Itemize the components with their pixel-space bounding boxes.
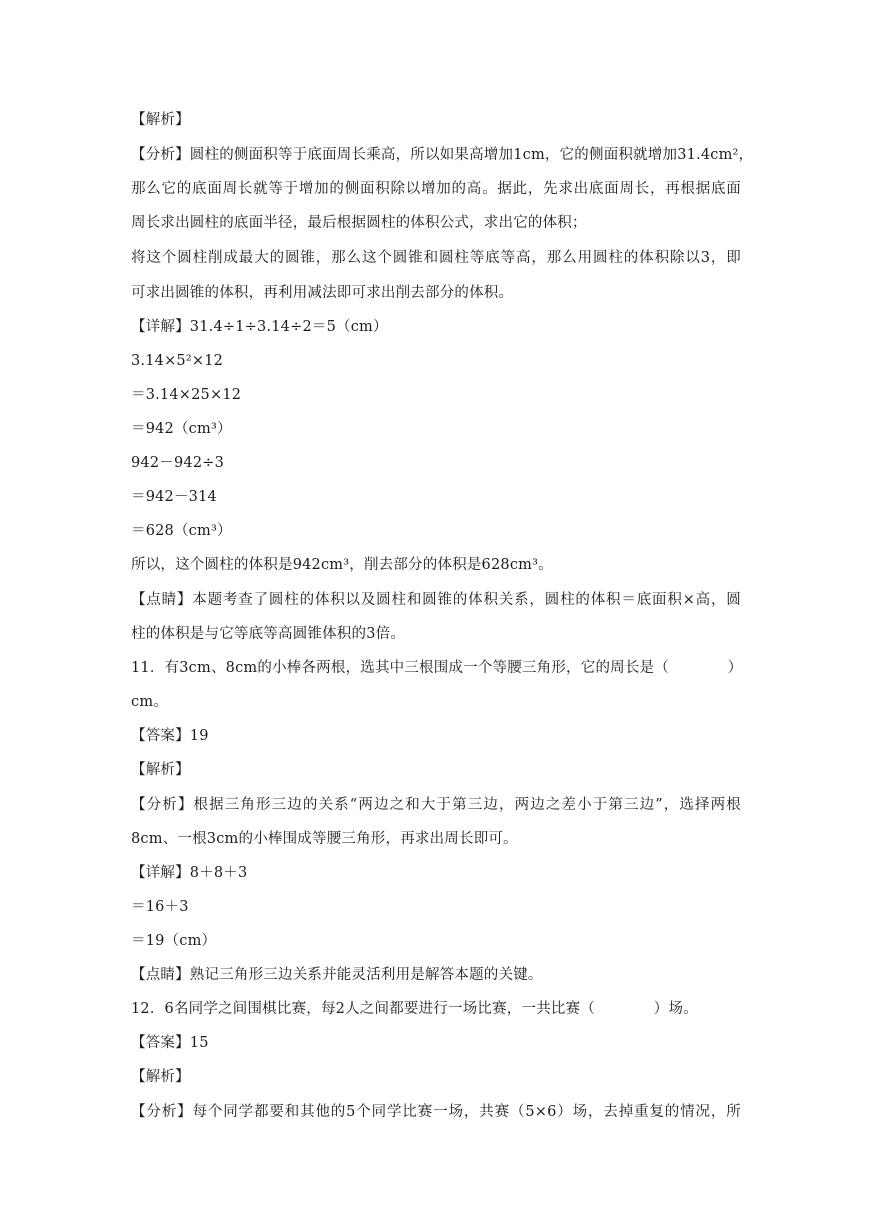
text-line: ＝16＋3 xyxy=(131,899,189,915)
text-line: ＝628（cm³） xyxy=(131,523,232,539)
text-line: cm。 xyxy=(131,694,168,710)
text-line: 【答案】19 xyxy=(131,728,209,744)
text-line: 11．有3cm、8cm的小棒各两根，选其中三根围成一个等腰三角形，它的周长是（ ） xyxy=(131,660,743,676)
text-line: 【分析】每个同学都要和其他的5个同学比赛一场，共赛（5×6）场，去掉重复的情况，所 xyxy=(131,1104,741,1120)
text-line: 将这个圆柱削成最大的圆锥，那么这个圆锥和圆柱等底等高，那么用圆柱的体积除以3，即 xyxy=(131,250,741,266)
text-line: ＝942－314 xyxy=(131,489,217,505)
text-line: 所以，这个圆柱的体积是942cm³，削去部分的体积是628cm³。 xyxy=(131,557,553,573)
text-line: 【分析】根据三角形三边的关系“两边之和大于第三边，两边之差小于第三边”，选择两根 xyxy=(131,797,741,813)
text-line: 周长求出圆柱的底面半径，最后根据圆柱的体积公式，求出它的体积； xyxy=(131,215,587,231)
text-line: 942－942÷3 xyxy=(131,455,225,471)
text-line: 柱的体积是与它等底等高圆锥体积的3倍。 xyxy=(131,626,406,642)
text-line: 【详解】31.4÷1÷3.14÷2＝5（cm） xyxy=(131,319,388,335)
text-line: 可求出圆锥的体积，再利用减法即可求出削去部分的体积。 xyxy=(131,285,514,301)
text-line: 3.14×5²×12 xyxy=(131,353,224,369)
text-line: 【点睛】熟记三角形三边关系并能灵活利用是解答本题的关键。 xyxy=(131,967,543,983)
text-line: 【答案】15 xyxy=(131,1035,209,1051)
text-line: ＝942（cm³） xyxy=(131,421,232,437)
text-line: 那么它的底面周长就等于增加的侧面积除以增加的高。据此，先求出底面周长，再根据底面 xyxy=(131,181,741,197)
text-line: 【解析】 xyxy=(131,112,190,128)
text-line: 【详解】8＋8＋3 xyxy=(131,865,248,881)
text-line: 8cm、一根3cm的小棒围成等腰三角形，再求出周长即可。 xyxy=(131,831,518,847)
text-line: 【点睛】本题考查了圆柱的体积以及圆柱和圆锥的体积关系，圆柱的体积＝底面积×高，圆 xyxy=(131,592,741,608)
text-line: 12．6名同学之间围棋比赛，每2人之间都要进行一场比赛，一共比赛（ ）场。 xyxy=(131,1001,698,1017)
text-line: 【分析】圆柱的侧面积等于底面周长乘高，所以如果高增加1cm，它的侧面积就增加31.4cm²， xyxy=(131,147,754,163)
text-line: 【解析】 xyxy=(131,762,190,778)
text-line: ＝19（cm） xyxy=(131,933,217,949)
text-line: ＝3.14×25×12 xyxy=(131,387,242,403)
text-line: 【解析】 xyxy=(131,1069,190,1085)
